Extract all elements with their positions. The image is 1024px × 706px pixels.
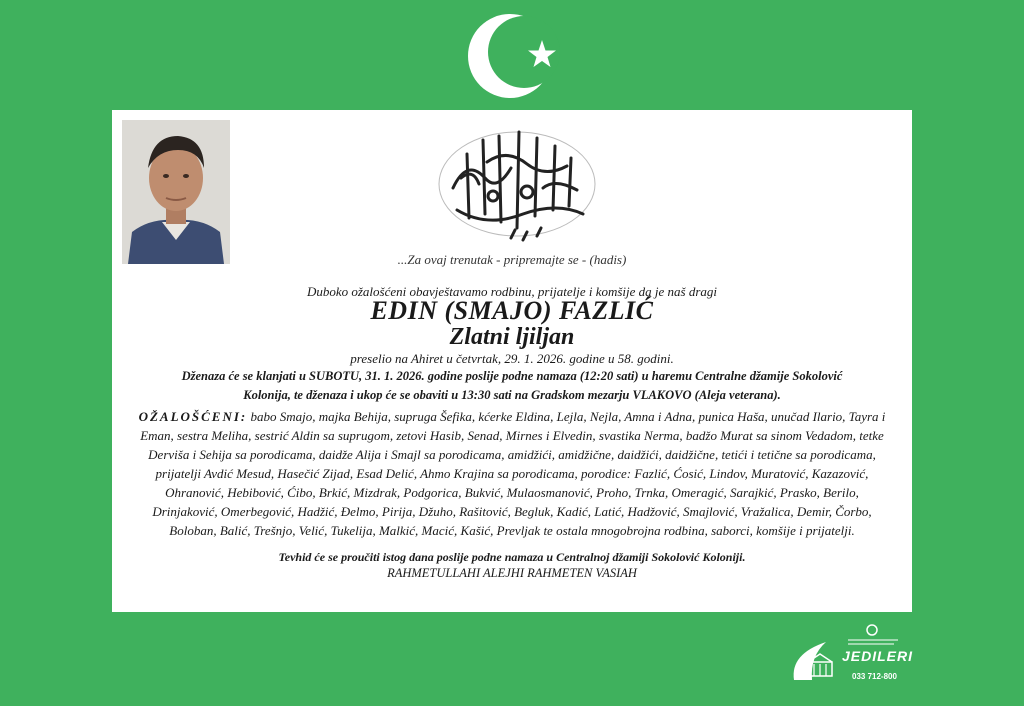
logo-phone: 033 712-800 xyxy=(852,672,897,681)
mourners-text: babo Smajo, majka Behija, supruga Šefika, kćerke Eldina, Lejla, Nejla, Amna i Adna, punica Haša, unučad Ilario, Tayra i Eman, sestra Meliha, sestrić Aldin sa suprugom, zetovi Hasib, Senad, Mirnes i Elvedin, svastika Nerma, badžo Murat sa sinom Vedadom, tetke Derviša i Sehija sa porodicama, daidže Alija i Smajl sa porodicama, amidžići, amidžične, daidžići, daidžične, tetići i tetične sa porodicama, prijatelji Avdić Mesud, Hasečić Zijad, Esad Delić, Ahmo Krajina sa porodicama, porodice: Fazlić, Ćosić, Lindov, Muratović, Kazazović, Ohranović, Hebibović, Ćibo, Brkić, Mizdrak, Podgorica, Bukvić, Mulaosmanović, Proho, Trnka, Omeragić, Sarajkić, Prasko, Berilo, Drinjaković, Omerbegović, Hadžić, Đelmo, Pirija, Džuho, Rašitović, Begluk, Kadić, Latić, Hadžović, Smajlović, Vražalica, Demir, Čorbo, Boloban, Balić, Trešnjo, Velić, Tukelija, Malkić, Macić, Kašić, Prevljak te ostala mnogobrojna rodbina, saborci, komšije i prijatelji. xyxy=(140,409,886,538)
closing-prayer: RAHMETULLAHI ALEJHI RAHMETEN VASIAH xyxy=(387,566,637,580)
funeral-line-1: Dženaza će se klanjati u SUBOTU, 31. 1. 2026. godine poslije podne namaza (12:20 sati) u haremu Centralne džamije Sokolović xyxy=(181,369,843,383)
mourners-label: OŽALOŠĆENI: xyxy=(138,409,248,424)
crescent-star-icon xyxy=(462,10,582,102)
funeral-line-2: Kolonija, te dženaza i ukop će se obaviti u 13:30 sati na Gradskom mezarju VLAKOVO (Aleja veterana). xyxy=(243,388,781,402)
nickname: Zlatni ljiljan xyxy=(449,324,575,350)
tevhid-info: Tevhid će se proučiti istog dana poslije podne namaza u Centralnoj džamiji Sokolović Koloniji. xyxy=(278,550,746,564)
logo-name: JEDILERI xyxy=(842,648,914,664)
hadith-motto: ...Za ovaj trenutak - pripremajte se - (hadis) xyxy=(397,252,627,267)
deceased-name: EDIN (SMAJO) FAZLIĆ xyxy=(370,296,654,325)
passing-date: preselio na Ahiret u četvrtak, 29. 1. 2026. godine u 58. godini. xyxy=(350,351,674,366)
portrait-photo xyxy=(122,120,230,264)
funeral-info xyxy=(112,367,912,405)
arabic-calligraphy-icon xyxy=(427,118,607,254)
mourners-list xyxy=(132,407,892,540)
intro-text: Duboko ožalošćeni obavještavamo rodbinu, prijatelje i komšije da je naš dragi xyxy=(306,284,718,299)
obituary-card xyxy=(112,110,912,612)
